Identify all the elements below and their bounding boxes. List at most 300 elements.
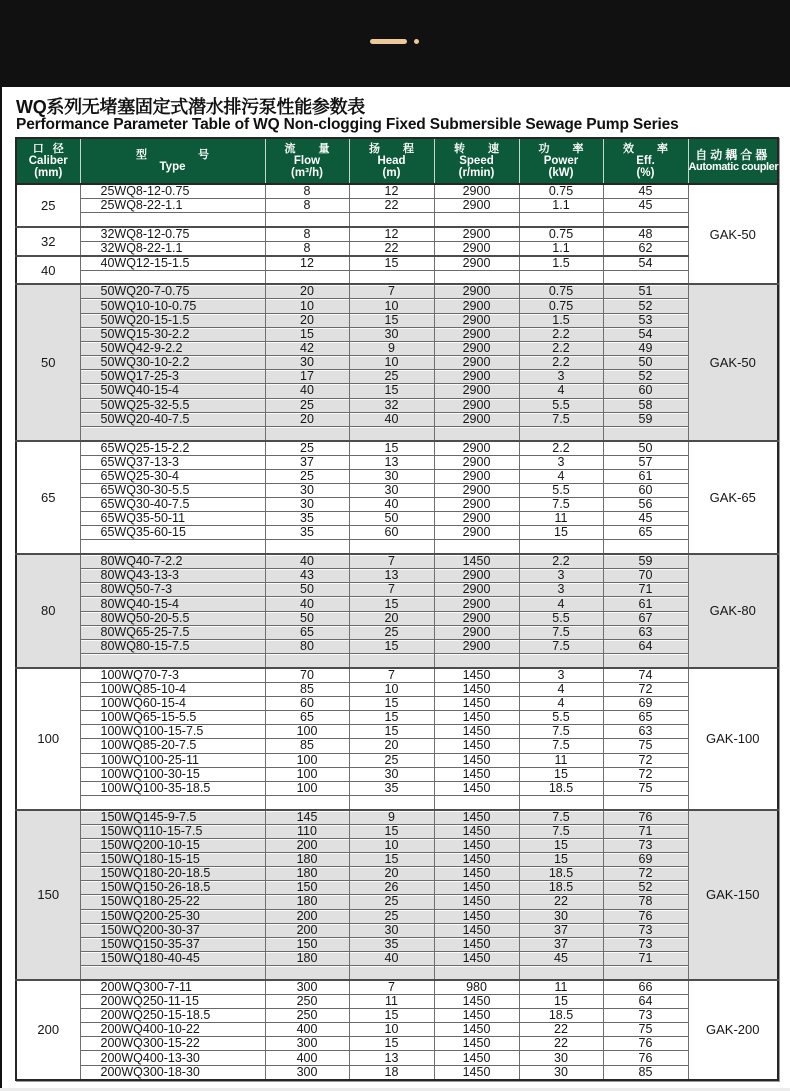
flow-cell xyxy=(265,270,349,284)
flow-cell: 60 xyxy=(265,696,349,710)
power-cell: 7.5 xyxy=(519,639,603,653)
type-cell: 150WQ180-25-22 xyxy=(80,895,265,909)
flow-cell: 8 xyxy=(265,199,349,213)
head-cell: 25 xyxy=(349,753,434,767)
power-cell: 2.2 xyxy=(519,341,603,355)
type-cell: 200WQ250-11-15 xyxy=(80,994,265,1008)
power-cell: 18.5 xyxy=(519,781,603,795)
flow-cell: 37 xyxy=(265,455,349,469)
table-row-blank xyxy=(16,270,778,284)
power-cell: 7.5 xyxy=(519,412,603,426)
power-cell: 0.75 xyxy=(519,284,603,299)
power-cell: 30 xyxy=(519,909,603,923)
eff-cell: 52 xyxy=(603,881,688,895)
page-title-chinese: WQ系列无堵塞固定式潜水排污泵性能参数表 xyxy=(16,97,365,117)
power-cell: 22 xyxy=(519,1023,603,1037)
eff-cell: 52 xyxy=(603,370,688,384)
coupler-cell: GAK-200 xyxy=(688,980,778,1080)
flow-cell: 8 xyxy=(265,227,349,242)
speed-cell: 1450 xyxy=(434,952,519,966)
table-row xyxy=(16,881,778,895)
head-cell: 12 xyxy=(349,184,434,199)
table-row xyxy=(16,184,778,199)
flow-cell: 35 xyxy=(265,526,349,540)
flow-cell: 180 xyxy=(265,867,349,881)
flow-cell xyxy=(265,966,349,980)
eff-cell xyxy=(603,426,688,440)
flow-cell: 30 xyxy=(265,483,349,497)
speed-cell: 1450 xyxy=(434,909,519,923)
flow-cell: 40 xyxy=(265,597,349,611)
power-cell: 22 xyxy=(519,895,603,909)
power-cell xyxy=(519,795,603,809)
flow-cell: 180 xyxy=(265,952,349,966)
column-header-unit: (mm) xyxy=(34,166,63,179)
speed-cell: 2900 xyxy=(434,441,519,456)
table-row xyxy=(16,1023,778,1037)
column-header-en: Flow xyxy=(293,154,321,167)
column-header-cn: 自动耦合器 xyxy=(695,148,771,162)
head-cell: 15 xyxy=(349,711,434,725)
table-row xyxy=(16,810,778,825)
head-cell: 10 xyxy=(349,299,434,313)
table-row xyxy=(16,441,778,456)
table-row xyxy=(16,824,778,838)
column-header-type xyxy=(80,138,265,184)
column-header-head xyxy=(349,138,434,184)
speed-cell: 2900 xyxy=(434,597,519,611)
flow-cell: 300 xyxy=(265,1037,349,1051)
table-row xyxy=(16,256,778,271)
table-row xyxy=(16,299,778,313)
head-cell: 30 xyxy=(349,923,434,937)
power-cell: 18.5 xyxy=(519,867,603,881)
flow-cell: 180 xyxy=(265,852,349,866)
head-cell: 10 xyxy=(349,838,434,852)
power-cell xyxy=(519,270,603,284)
eff-cell: 69 xyxy=(603,852,688,866)
power-cell: 0.75 xyxy=(519,299,603,313)
table-row-blank xyxy=(16,966,778,980)
speed-cell xyxy=(434,795,519,809)
type-cell: 80WQ43-13-3 xyxy=(80,569,265,583)
type-cell: 200WQ250-15-18.5 xyxy=(80,1009,265,1023)
flow-cell: 400 xyxy=(265,1023,349,1037)
table-row xyxy=(16,313,778,327)
head-cell: 12 xyxy=(349,227,434,242)
speed-cell: 1450 xyxy=(434,852,519,866)
table-row xyxy=(16,227,778,242)
eff-cell: 64 xyxy=(603,639,688,653)
type-cell: 150WQ180-20-18.5 xyxy=(80,867,265,881)
coupler-cell: GAK-80 xyxy=(688,554,778,668)
speed-cell: 1450 xyxy=(434,1037,519,1051)
type-cell: 32WQ8-22-1.1 xyxy=(80,241,265,256)
type-cell: 100WQ100-30-15 xyxy=(80,767,265,781)
head-cell: 13 xyxy=(349,1051,434,1065)
eff-cell: 58 xyxy=(603,398,688,412)
speed-cell: 1450 xyxy=(434,1051,519,1065)
type-cell: 150WQ150-35-37 xyxy=(80,937,265,951)
table-row xyxy=(16,725,778,739)
eff-cell: 71 xyxy=(603,824,688,838)
table-row xyxy=(16,199,778,213)
power-cell: 2.2 xyxy=(519,356,603,370)
caliber-cell: 50 xyxy=(16,284,80,440)
flow-cell: 70 xyxy=(265,668,349,683)
speed-cell: 2900 xyxy=(434,384,519,398)
power-cell: 0.75 xyxy=(519,227,603,242)
table-row xyxy=(16,767,778,781)
power-cell: 15 xyxy=(519,838,603,852)
column-header-caliber xyxy=(16,138,80,184)
power-cell: 7.5 xyxy=(519,498,603,512)
speed-cell: 1450 xyxy=(434,810,519,825)
type-cell: 65WQ25-30-4 xyxy=(80,469,265,483)
column-header-coupler xyxy=(688,138,778,184)
head-cell: 15 xyxy=(349,441,434,456)
type-cell: 50WQ42-9-2.2 xyxy=(80,341,265,355)
flow-cell: 8 xyxy=(265,184,349,199)
speed-cell: 2900 xyxy=(434,625,519,639)
head-cell: 50 xyxy=(349,512,434,526)
type-cell xyxy=(80,966,265,980)
power-cell: 2.2 xyxy=(519,441,603,456)
speed-cell: 2900 xyxy=(434,227,519,242)
speed-cell: 2900 xyxy=(434,412,519,426)
eff-cell: 54 xyxy=(603,327,688,341)
column-header-en: Automatic coupler xyxy=(688,161,779,173)
table-row xyxy=(16,569,778,583)
eff-cell: 59 xyxy=(603,412,688,426)
speed-cell: 2900 xyxy=(434,639,519,653)
eff-cell: 76 xyxy=(603,810,688,825)
table-row xyxy=(16,412,778,426)
type-cell: 50WQ20-15-1.5 xyxy=(80,313,265,327)
speed-cell: 2900 xyxy=(434,356,519,370)
type-cell: 100WQ65-15-5.5 xyxy=(80,711,265,725)
power-cell: 0.75 xyxy=(519,184,603,199)
speed-cell xyxy=(434,213,519,227)
head-cell: 25 xyxy=(349,370,434,384)
head-cell: 7 xyxy=(349,668,434,683)
power-cell: 30 xyxy=(519,1065,603,1080)
type-cell xyxy=(80,213,265,227)
head-cell: 7 xyxy=(349,284,434,299)
table-row xyxy=(16,554,778,569)
speed-cell: 2900 xyxy=(434,569,519,583)
head-cell: 11 xyxy=(349,994,434,1008)
table-row xyxy=(16,384,778,398)
eff-cell: 45 xyxy=(603,184,688,199)
flow-cell: 40 xyxy=(265,554,349,569)
table-row xyxy=(16,994,778,1008)
table-row xyxy=(16,512,778,526)
eff-cell xyxy=(603,213,688,227)
eff-cell: 54 xyxy=(603,256,688,271)
head-cell xyxy=(349,426,434,440)
type-cell xyxy=(80,426,265,440)
coupler-cell: GAK-150 xyxy=(688,810,778,980)
eff-cell: 59 xyxy=(603,554,688,569)
eff-cell: 57 xyxy=(603,455,688,469)
power-cell: 4 xyxy=(519,597,603,611)
table-row xyxy=(16,923,778,937)
speed-cell xyxy=(434,270,519,284)
head-cell: 20 xyxy=(349,611,434,625)
head-cell xyxy=(349,213,434,227)
flow-cell: 17 xyxy=(265,370,349,384)
flow-cell: 250 xyxy=(265,1009,349,1023)
eff-cell: 49 xyxy=(603,341,688,355)
table-row xyxy=(16,1037,778,1051)
power-cell: 4 xyxy=(519,469,603,483)
table-row xyxy=(16,611,778,625)
table-row xyxy=(16,753,778,767)
speed-cell: 2900 xyxy=(434,455,519,469)
speed-cell xyxy=(434,426,519,440)
eff-cell: 48 xyxy=(603,227,688,242)
head-cell: 30 xyxy=(349,767,434,781)
eff-cell: 62 xyxy=(603,241,688,256)
power-cell: 1.5 xyxy=(519,313,603,327)
eff-cell: 69 xyxy=(603,696,688,710)
power-cell: 45 xyxy=(519,952,603,966)
speed-cell: 1450 xyxy=(434,554,519,569)
table-row xyxy=(16,583,778,597)
power-cell: 3 xyxy=(519,569,603,583)
speed-cell: 2900 xyxy=(434,184,519,199)
type-cell: 50WQ25-32-5.5 xyxy=(80,398,265,412)
speed-cell: 2900 xyxy=(434,341,519,355)
table-row xyxy=(16,370,778,384)
table-row xyxy=(16,341,778,355)
flow-cell: 400 xyxy=(265,1051,349,1065)
speed-cell: 1450 xyxy=(434,711,519,725)
table-row xyxy=(16,711,778,725)
caliber-cell: 150 xyxy=(16,810,80,980)
power-cell: 37 xyxy=(519,923,603,937)
head-cell: 20 xyxy=(349,739,434,753)
head-cell xyxy=(349,270,434,284)
flow-cell: 100 xyxy=(265,767,349,781)
eff-cell: 76 xyxy=(603,909,688,923)
column-header-en: Type xyxy=(159,161,186,173)
type-cell xyxy=(80,795,265,809)
flow-cell xyxy=(265,426,349,440)
flow-cell: 300 xyxy=(265,1065,349,1080)
speed-cell: 1450 xyxy=(434,838,519,852)
head-cell: 15 xyxy=(349,696,434,710)
type-cell: 150WQ200-25-30 xyxy=(80,909,265,923)
speed-cell: 1450 xyxy=(434,994,519,1008)
head-cell: 35 xyxy=(349,781,434,795)
eff-cell: 73 xyxy=(603,923,688,937)
eff-cell: 61 xyxy=(603,597,688,611)
table-header-row xyxy=(16,138,778,184)
eff-cell: 65 xyxy=(603,526,688,540)
speed-cell xyxy=(434,540,519,554)
speed-cell: 1450 xyxy=(434,668,519,683)
power-cell: 7.5 xyxy=(519,725,603,739)
eff-cell xyxy=(603,540,688,554)
head-cell: 15 xyxy=(349,852,434,866)
eff-cell: 65 xyxy=(603,711,688,725)
type-cell: 80WQ40-7-2.2 xyxy=(80,554,265,569)
table-row xyxy=(16,696,778,710)
head-cell: 20 xyxy=(349,867,434,881)
speed-cell: 1450 xyxy=(434,923,519,937)
eff-cell: 71 xyxy=(603,583,688,597)
head-cell: 15 xyxy=(349,725,434,739)
column-header-unit: (%) xyxy=(636,166,655,179)
eff-cell: 50 xyxy=(603,441,688,456)
power-cell: 5.5 xyxy=(519,483,603,497)
speed-cell: 1450 xyxy=(434,682,519,696)
eff-cell: 72 xyxy=(603,753,688,767)
power-cell: 7.5 xyxy=(519,625,603,639)
speed-cell: 2900 xyxy=(434,483,519,497)
table-row xyxy=(16,682,778,696)
speed-cell: 2900 xyxy=(434,299,519,313)
eff-cell: 63 xyxy=(603,725,688,739)
flow-cell: 300 xyxy=(265,980,349,995)
eff-cell xyxy=(603,270,688,284)
flow-cell: 100 xyxy=(265,725,349,739)
flow-cell: 42 xyxy=(265,341,349,355)
head-cell: 10 xyxy=(349,682,434,696)
type-cell xyxy=(80,540,265,554)
head-cell: 25 xyxy=(349,895,434,909)
flow-cell: 12 xyxy=(265,256,349,271)
power-cell: 5.5 xyxy=(519,711,603,725)
table-row xyxy=(16,668,778,683)
flow-cell: 15 xyxy=(265,327,349,341)
eff-cell: 73 xyxy=(603,1009,688,1023)
table-row xyxy=(16,455,778,469)
table-row xyxy=(16,1051,778,1065)
eff-cell: 70 xyxy=(603,569,688,583)
head-cell: 9 xyxy=(349,341,434,355)
head-cell: 15 xyxy=(349,597,434,611)
power-cell: 1.1 xyxy=(519,199,603,213)
performance-parameter-table xyxy=(15,137,779,1081)
type-cell: 65WQ35-60-15 xyxy=(80,526,265,540)
column-header-cn: 流 量 xyxy=(284,142,330,155)
head-cell: 9 xyxy=(349,810,434,825)
speed-cell: 1450 xyxy=(434,739,519,753)
eff-cell: 45 xyxy=(603,512,688,526)
eff-cell: 75 xyxy=(603,1023,688,1037)
flow-cell: 200 xyxy=(265,909,349,923)
head-cell: 13 xyxy=(349,455,434,469)
column-header-unit: (m³/h) xyxy=(291,166,323,179)
flow-cell: 200 xyxy=(265,923,349,937)
left-edge-line xyxy=(0,87,2,1088)
power-cell: 5.5 xyxy=(519,398,603,412)
eff-cell: 78 xyxy=(603,895,688,909)
head-cell: 15 xyxy=(349,313,434,327)
speed-cell: 1450 xyxy=(434,824,519,838)
eff-cell: 76 xyxy=(603,1037,688,1051)
column-header-en: Speed xyxy=(459,154,494,167)
power-cell: 18.5 xyxy=(519,1009,603,1023)
head-cell xyxy=(349,966,434,980)
power-cell: 37 xyxy=(519,937,603,951)
speed-cell: 2900 xyxy=(434,241,519,256)
caliber-cell: 25 xyxy=(16,184,80,227)
table-row xyxy=(16,241,778,256)
flow-cell: 65 xyxy=(265,711,349,725)
flow-cell xyxy=(265,213,349,227)
eff-cell: 63 xyxy=(603,625,688,639)
head-cell: 15 xyxy=(349,1037,434,1051)
table-row-blank xyxy=(16,426,778,440)
speed-cell: 2900 xyxy=(434,327,519,341)
type-cell: 50WQ20-40-7.5 xyxy=(80,412,265,426)
eff-cell xyxy=(603,654,688,668)
head-cell: 7 xyxy=(349,554,434,569)
caliber-cell: 40 xyxy=(16,256,80,285)
speed-cell: 1450 xyxy=(434,753,519,767)
flow-cell: 100 xyxy=(265,781,349,795)
head-cell xyxy=(349,795,434,809)
speed-cell: 2900 xyxy=(434,284,519,299)
type-cell: 200WQ400-10-22 xyxy=(80,1023,265,1037)
type-cell: 65WQ30-40-7.5 xyxy=(80,498,265,512)
power-cell: 3 xyxy=(519,370,603,384)
eff-cell: 66 xyxy=(603,980,688,995)
column-header-en: Eff. xyxy=(636,154,655,167)
eff-cell: 76 xyxy=(603,1051,688,1065)
flow-cell: 30 xyxy=(265,498,349,512)
eff-cell: 50 xyxy=(603,356,688,370)
table-row xyxy=(16,781,778,795)
eff-cell xyxy=(603,795,688,809)
column-header-power xyxy=(519,138,603,184)
flow-cell xyxy=(265,654,349,668)
head-cell: 13 xyxy=(349,569,434,583)
table-row xyxy=(16,498,778,512)
power-cell xyxy=(519,426,603,440)
type-cell: 65WQ37-13-3 xyxy=(80,455,265,469)
head-cell: 7 xyxy=(349,980,434,995)
head-cell: 40 xyxy=(349,412,434,426)
speed-cell: 1450 xyxy=(434,696,519,710)
table-row-blank xyxy=(16,213,778,227)
speed-cell: 2900 xyxy=(434,611,519,625)
type-cell: 65WQ35-50-11 xyxy=(80,512,265,526)
coupler-cell: GAK-50 xyxy=(688,184,778,284)
type-cell: 150WQ145-9-7.5 xyxy=(80,810,265,825)
power-cell: 1.1 xyxy=(519,241,603,256)
eff-cell: 75 xyxy=(603,739,688,753)
flow-cell: 150 xyxy=(265,937,349,951)
flow-cell: 35 xyxy=(265,512,349,526)
flow-cell: 200 xyxy=(265,838,349,852)
speed-cell xyxy=(434,654,519,668)
power-cell: 3 xyxy=(519,583,603,597)
table-row xyxy=(16,284,778,299)
type-cell: 100WQ70-7-3 xyxy=(80,668,265,683)
speed-cell xyxy=(434,966,519,980)
power-cell: 15 xyxy=(519,526,603,540)
type-cell: 65WQ25-15-2.2 xyxy=(80,441,265,456)
column-header-flow xyxy=(265,138,349,184)
speed-cell: 1450 xyxy=(434,767,519,781)
table-row xyxy=(16,356,778,370)
type-cell: 80WQ65-25-7.5 xyxy=(80,625,265,639)
